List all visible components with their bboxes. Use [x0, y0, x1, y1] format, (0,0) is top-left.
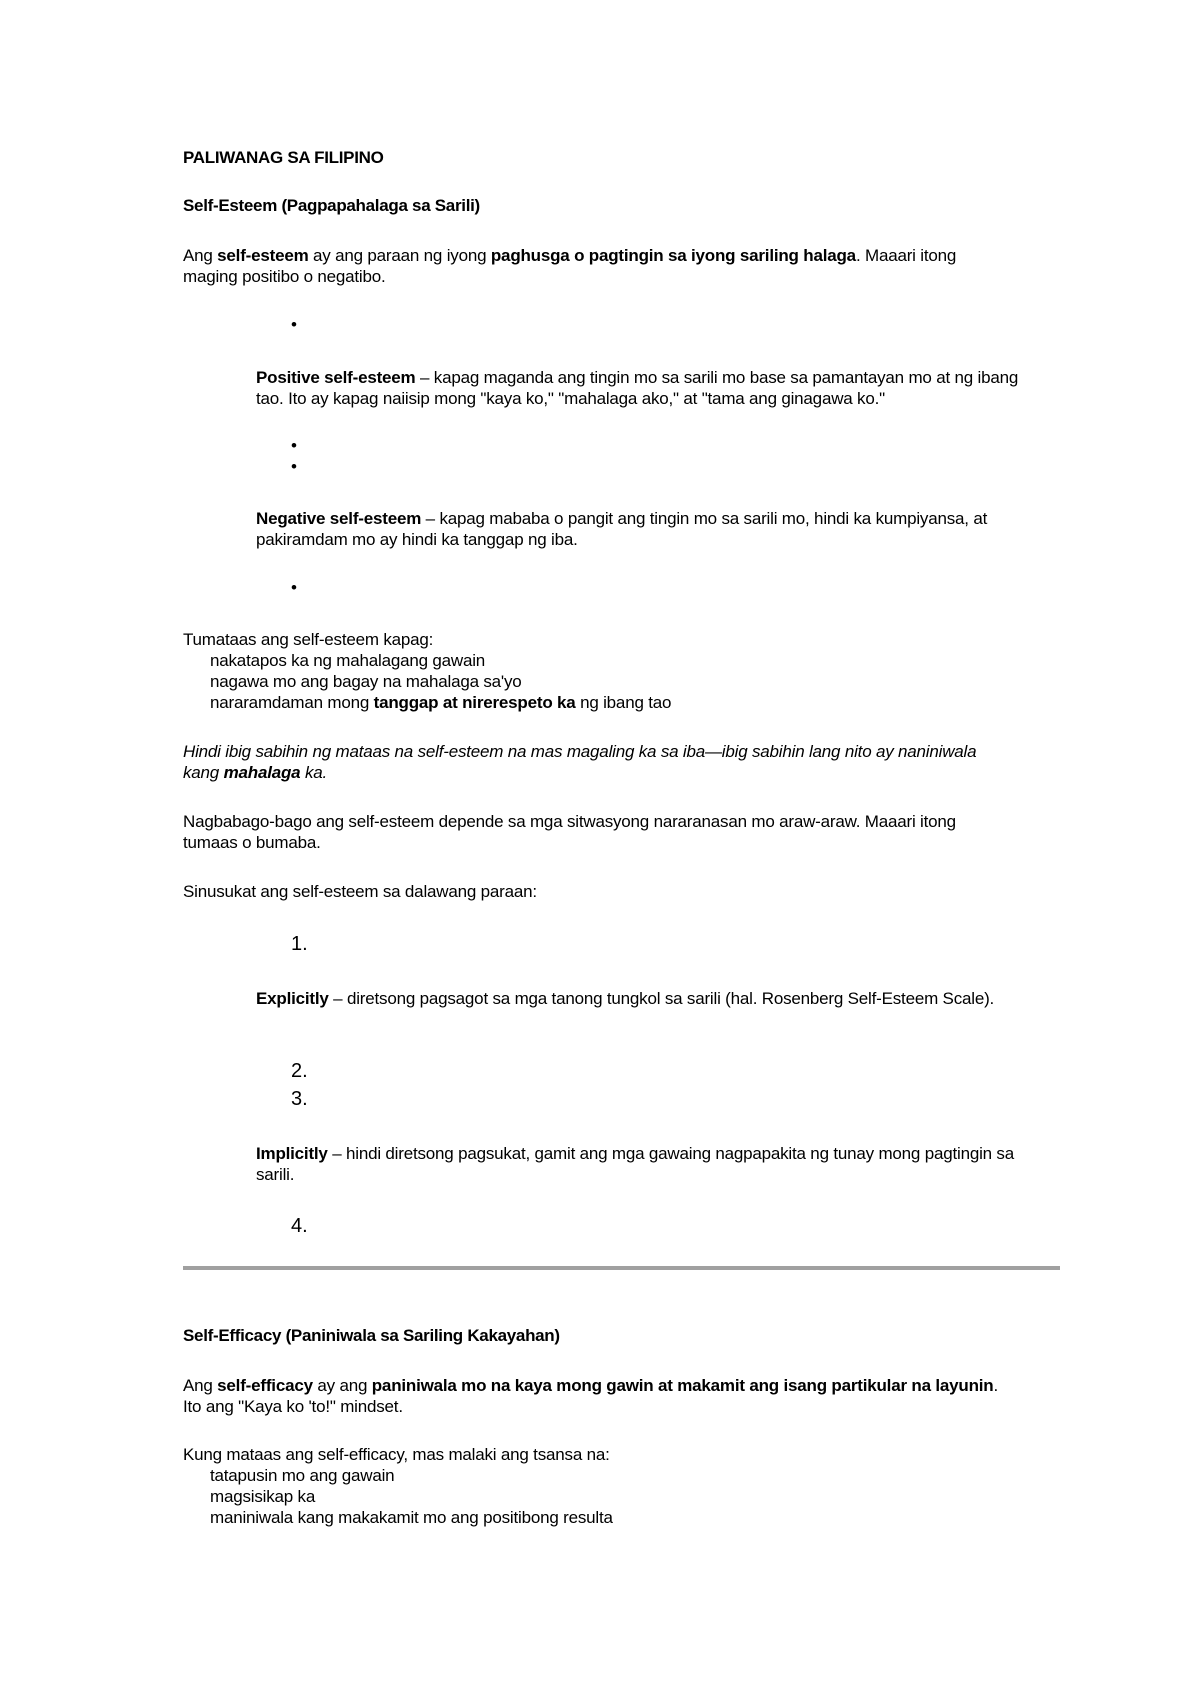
intro-text-2: ay ang — [312, 1376, 372, 1395]
intro-text-1: Ang — [183, 246, 218, 265]
list-item-text: ng ibang tao — [575, 693, 672, 712]
bullet-icon: • — [291, 578, 297, 597]
positive-term: Positive self-esteem — [256, 368, 416, 387]
note-text-1: Hindi ibig sabihin ng mataas na self-esteem na mas magaling ka sa iba—ibig sabihin lang nito ay naniniwala kang — [183, 742, 977, 782]
self-efficacy-intro-paragraph — [183, 1375, 1003, 1417]
negative-self-esteem-item — [256, 508, 1046, 550]
positive-self-esteem-item — [256, 367, 1046, 409]
rises-intro: Tumataas ang self-esteem kapag: — [183, 630, 434, 649]
implicit-measure-item — [256, 1143, 1046, 1185]
list-number: 3. — [291, 1088, 308, 1110]
positive-description: – kapag maganda ang tingin mo sa sarili mo base sa pamantayan mo at ng ibang tao. Ito ay kapag naiisip mong "kaya ko," "mahalaga ako," at "tama ang ginagawa ko." — [256, 368, 1019, 408]
list-number: 2. — [291, 1060, 308, 1082]
self-esteem-changes-paragraph: Nagbabago-bago ang self-esteem depende sa mga sitwasyong nararanasan mo araw-araw. Maaari itong tumaas o bumaba. — [183, 812, 956, 852]
explicit-measure-item — [256, 988, 1046, 1009]
self-esteem-rises-list — [183, 629, 1003, 713]
intro-term-self-esteem: self-esteem — [217, 246, 309, 265]
self-esteem-note — [183, 741, 1003, 783]
self-esteem-intro-paragraph — [183, 245, 1003, 287]
list-item-bold: tanggap at nirerespeto ka — [373, 693, 576, 712]
bullet-icon: • — [291, 457, 297, 476]
section-heading-self-efficacy: Self-Efficacy (Paniniwala sa Sariling Kakayahan) — [183, 1326, 560, 1345]
intro-text-1: Ang — [183, 1376, 218, 1395]
horizontal-divider — [183, 1266, 1060, 1270]
intro-text-3: . Maaari itong maging positibo o negatibo. — [183, 246, 957, 286]
bullet-icon: • — [291, 436, 297, 455]
bullet-icon: • — [291, 315, 297, 334]
document-title: PALIWANAG SA FILIPINO — [183, 148, 384, 167]
list-item — [183, 692, 1003, 713]
explicit-description: – diretsong pagsagot sa mga tanong tungkol sa sarili (hal. Rosenberg Self-Esteem Scale). — [328, 989, 995, 1008]
list-item: nagawa mo ang bagay na mahalaga sa'yo — [210, 672, 522, 691]
measure-intro: Sinusukat ang self-esteem sa dalawang paraan: — [183, 882, 537, 901]
negative-description: – kapag mababa o pangit ang tingin mo sa sarili mo, hindi ka kumpiyansa, at pakiramdam mo ay hindi ka tanggap ng iba. — [256, 509, 988, 549]
list-number: 1. — [291, 933, 308, 955]
list-intro: Kung mataas ang self-efficacy, mas malaki ang tsansa na: — [183, 1445, 610, 1464]
intro-text-3: . Ito ang "Kaya ko 'to!" mindset. — [183, 1376, 999, 1416]
list-item: magsisikap ka — [210, 1487, 316, 1506]
list-item-text: nararamdaman mong — [210, 693, 374, 712]
list-item: tatapusin mo ang gawain — [210, 1466, 395, 1485]
intro-definition-bold: paghusga o pagtingin sa iyong sariling halaga — [490, 246, 856, 265]
intro-definition-bold: paniniwala mo na kaya mong gawin at makamit ang isang partikular na layunin — [371, 1376, 994, 1395]
section-heading-self-esteem: Self-Esteem (Pagpapahalaga sa Sarili) — [183, 196, 480, 215]
intro-term-self-efficacy: self-efficacy — [217, 1376, 313, 1395]
note-bold: mahalaga — [223, 763, 301, 782]
self-efficacy-list — [183, 1444, 1003, 1528]
note-text-2: ka. — [300, 763, 328, 782]
implicit-term: Implicitly — [256, 1144, 328, 1163]
intro-text-2: ay ang paraan ng iyong — [308, 246, 491, 265]
list-item: maniniwala kang makakamit mo ang positibong resulta — [210, 1508, 613, 1527]
implicit-description: – hindi diretsong pagsukat, gamit ang mga gawaing nagpapakita ng tunay mong pagtingin sa sarili. — [256, 1144, 1014, 1184]
negative-term: Negative self-esteem — [256, 509, 422, 528]
list-number: 4. — [291, 1215, 308, 1237]
list-item: nakatapos ka ng mahalagang gawain — [210, 651, 486, 670]
explicit-term: Explicitly — [256, 989, 329, 1008]
